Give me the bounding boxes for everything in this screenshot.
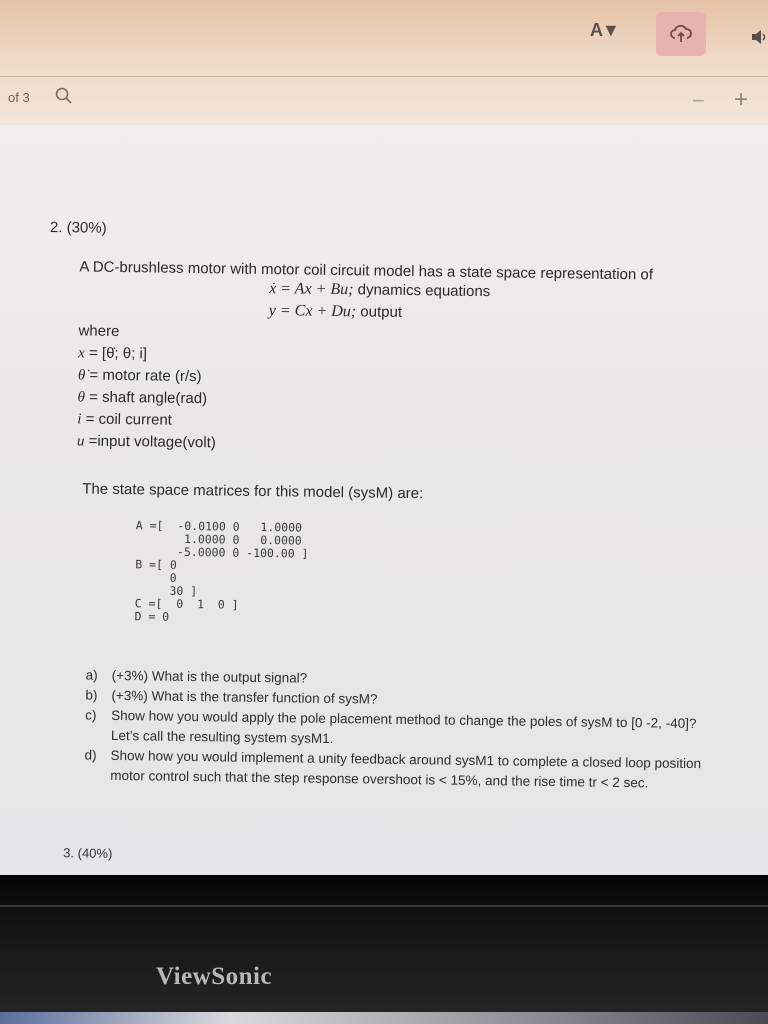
monitor-bezel [0,875,768,1024]
monitor-brand-logo: ViewSonic [156,963,273,990]
question-2-parts [84,666,706,795]
definition-text: = [θ̇; θ; i] [84,344,148,363]
state-space-matrices: A =[ -0.0100 0 1.0000 1.0000 0 0.0000 -5.0000 0 -100.00 ] B =[ 0 0 30 ] C =[ 0 1 0 ] D = 0 [134,518,309,624]
search-icon[interactable] [54,86,74,106]
part-letter: d) [84,747,97,763]
definition-line [77,386,216,410]
dynamics-equation [269,280,490,301]
definition-text: = coil current [81,410,173,429]
part-text: Show how you would apply the pole placement method to change the poles of sysM to [0 -2, -40]? Let’s call the resulting system sysM1. [110,707,697,747]
variable-definitions [77,320,218,454]
zoom-in-button[interactable]: + [734,86,749,113]
part-text: Show how you would implement a unity feedback around sysM1 to complete a closed loop position motor control such that the step response overshoot is < 15%, and the rise time tr < 2 sec. [110,747,702,791]
output-equation-label: output [356,303,403,321]
definition-text: =input voltage(volt) [84,432,216,452]
question-2-intro: A DC-brushless motor with motor coil circuit model has a state space representation of [79,258,654,284]
document-content [0,124,768,885]
definition-line [77,430,216,454]
definition-symbol: i [77,411,82,428]
definition-text: = shaft angle(rad) [84,388,208,408]
definition-line [78,342,217,366]
definition-line [78,364,217,388]
where-label: where [78,322,120,340]
part-letter: c) [85,707,97,723]
cloud-upload-button[interactable] [656,12,706,56]
question-part [84,746,704,795]
definition-text: = motor rate (r/s) [85,366,202,386]
part-letter: a) [85,667,98,683]
definition-symbol: θ̇ [77,367,86,384]
toolbar-divider [0,76,768,77]
read-aloud-button[interactable]: A▼ [590,20,619,40]
part-letter: b) [85,687,98,703]
viewer-toolbar [0,0,768,125]
cloud-upload-icon [669,22,693,46]
dynamics-equation-label: dynamics equations [353,281,491,301]
definition-line [77,408,216,432]
part-text: (+3%) What is the transfer function of sysM? [111,687,378,707]
speaker-icon[interactable] [750,28,768,46]
bezel-edge [0,905,768,907]
question-2-heading: 2. (30%) [49,219,107,237]
matrices-intro: The state space matrices for this model (sysM) are: [82,480,424,503]
definition-symbol: θ [77,389,86,406]
desk-surface [0,1012,768,1024]
document-page [0,125,768,875]
output-equation [269,302,402,322]
zoom-out-button[interactable]: − [692,88,705,113]
question-3-heading: 3. (40%) [63,845,113,861]
part-text: (+3%) What is the output signal? [111,667,308,686]
definition-symbol: x [78,345,85,362]
output-equation-math: y = Cx + Du; [268,302,357,321]
dynamics-equation-math: ẋ = Ax + Bu; [269,280,354,299]
page-count: of 3 [8,90,30,105]
definition-symbol: u [76,433,85,450]
